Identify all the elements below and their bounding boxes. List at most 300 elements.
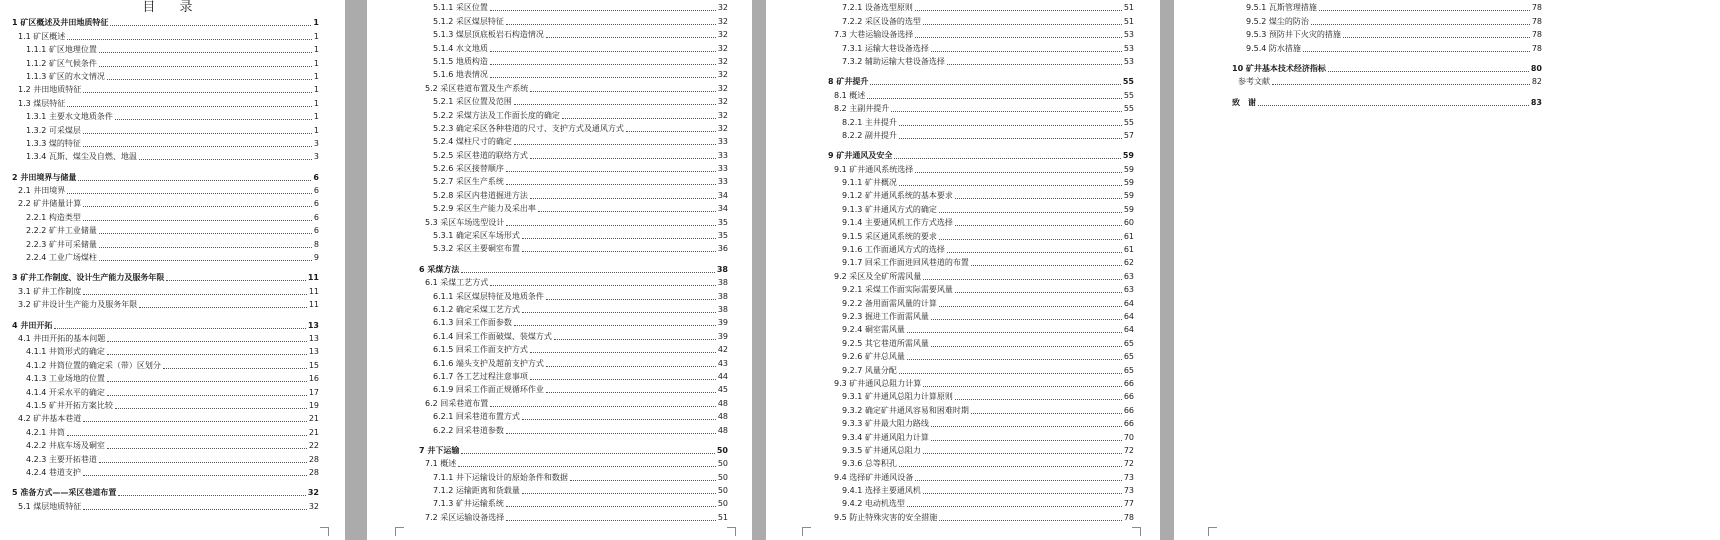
toc-page-number: 59	[1122, 151, 1134, 161]
toc-dot-leader	[915, 479, 1122, 481]
toc-page-number: 59	[1123, 204, 1134, 214]
toc-entry[interactable]	[828, 255, 1134, 268]
toc-entry[interactable]	[828, 335, 1134, 348]
toc-entry[interactable]	[12, 69, 319, 82]
toc-dot-leader	[931, 439, 1122, 441]
toc-page-number: 78	[1531, 16, 1542, 26]
toc-page-number: 32	[717, 83, 728, 93]
document-page[interactable]	[1174, 0, 1720, 540]
toc-entry-title: 9.4.2 电动机选型	[842, 499, 905, 509]
toc-page-number: 44	[717, 371, 728, 381]
toc-entry[interactable]	[828, 295, 1134, 308]
toc-page-number: 1	[313, 18, 319, 28]
toc-entry[interactable]	[828, 188, 1134, 201]
toc-entry[interactable]	[12, 297, 319, 310]
toc-page-number: 65	[1123, 365, 1134, 375]
toc-page-number: 28	[308, 454, 319, 464]
toc-page-number: 9	[313, 253, 319, 263]
toc-entry-title: 5.2.1 采区位置及范围	[433, 97, 512, 107]
toc-dot-leader	[931, 50, 1122, 52]
toc-dot-leader	[99, 259, 312, 261]
toc-dot-leader	[67, 434, 307, 436]
toc-page-number: 39	[717, 318, 728, 328]
toc-entry[interactable]	[419, 328, 728, 341]
toc-entry[interactable]	[419, 382, 728, 395]
toc-entry-title: 7.2.1 设备选型原则	[842, 3, 913, 13]
toc-entry[interactable]	[12, 109, 319, 122]
toc-dot-leader	[490, 76, 716, 78]
toc-entry[interactable]	[828, 54, 1134, 67]
toc-entry[interactable]	[828, 322, 1134, 335]
toc-entry-title: 5.2.7 采区生产系统	[433, 177, 504, 187]
toc-dot-leader	[955, 398, 1122, 400]
toc-page-number: 34	[717, 204, 728, 214]
toc-dot-leader	[923, 385, 1122, 387]
toc-entry[interactable]	[419, 13, 728, 26]
toc-entry-title: 9.5 防止特殊灾害的安全措施	[834, 512, 938, 522]
toc-entry[interactable]	[828, 74, 1134, 87]
document-page[interactable]	[0, 0, 345, 540]
toc-page-number: 32	[717, 30, 728, 40]
toc-entry[interactable]	[828, 349, 1134, 362]
toc-entry[interactable]	[828, 509, 1134, 522]
toc-entry[interactable]	[1232, 61, 1542, 74]
document-page[interactable]	[766, 0, 1160, 540]
toc-entry-title: 7.2 采区运输设备选择	[425, 512, 505, 522]
toc-entry-title: 4 井田开拓	[12, 320, 53, 330]
toc-entry[interactable]	[828, 114, 1134, 127]
toc-dot-leader	[955, 224, 1122, 226]
toc-page-number: 63	[1123, 285, 1134, 295]
toc-entry-title: 9.1.7 回采工作面进回风巷道的布置	[842, 258, 969, 268]
toc-entry-title: 5.2.2 采煤方法及工作面长度的确定	[433, 110, 560, 120]
toc-entry-title: 8 矿井提升	[828, 77, 869, 87]
toc-entry-title: 8.2.1 主井提升	[842, 117, 897, 127]
toc-entry-title: 2 井田境界与储量	[12, 172, 77, 182]
toc-entry[interactable]	[1232, 27, 1542, 40]
toc-dot-leader	[570, 479, 716, 481]
toc-entry[interactable]	[419, 443, 728, 456]
toc-entry[interactable]	[828, 443, 1134, 456]
toc-page-number: 73	[1123, 486, 1134, 496]
toc-entry[interactable]	[419, 241, 728, 254]
toc-dot-leader	[530, 378, 716, 380]
toc-page-number: 73	[1123, 472, 1134, 482]
toc-entry[interactable]	[12, 451, 319, 464]
toc-entry-title: 9.1.6 工作面通风方式的选择	[842, 245, 945, 255]
toc-entry[interactable]	[828, 215, 1134, 228]
toc-page-number: 1	[313, 85, 319, 95]
toc-entry[interactable]	[12, 283, 319, 296]
toc-entry[interactable]	[12, 344, 319, 357]
toc-entry-title: 6.1 采煤工艺方式	[425, 278, 489, 288]
toc-entry[interactable]	[12, 317, 319, 330]
toc-entry[interactable]	[828, 416, 1134, 429]
toc-page-number: 66	[1123, 405, 1134, 415]
toc-dot-leader	[490, 50, 716, 52]
toc-entry[interactable]	[419, 483, 728, 496]
toc-entry-title: 9.5.2 煤尘的防治	[1246, 16, 1309, 26]
toc-dot-leader	[971, 264, 1122, 266]
toc-dot-leader	[514, 324, 716, 326]
toc-entry[interactable]	[12, 82, 319, 95]
toc-entry[interactable]	[828, 496, 1134, 509]
toc-entry[interactable]	[828, 101, 1134, 114]
toc-entry[interactable]	[12, 384, 319, 397]
toc-entry-title: 4.2.2 井底车场及硐室	[26, 441, 105, 451]
toc-entry[interactable]	[828, 87, 1134, 100]
toc-entry[interactable]	[828, 13, 1134, 26]
toc-page-number: 61	[1123, 245, 1134, 255]
toc-page-number: 1	[313, 125, 319, 135]
toc-dot-leader	[163, 367, 307, 369]
toc-page-number: 16	[308, 374, 319, 384]
toc-page-number: 80	[1530, 63, 1542, 73]
toc-page-number: 61	[1123, 231, 1134, 241]
toc-entry[interactable]	[12, 169, 319, 182]
toc-entry[interactable]	[828, 268, 1134, 281]
toc-dot-leader	[107, 380, 307, 382]
toc-entry-title: 5.2.4 煤柱尺寸的确定	[433, 137, 512, 147]
toc-entry[interactable]	[419, 147, 728, 160]
toc-list	[419, 0, 728, 523]
toc-entry[interactable]	[12, 498, 319, 511]
toc-entry-title: 9.3.3 矿井最大阻力路线	[842, 419, 929, 429]
toc-entry[interactable]	[12, 411, 319, 424]
toc-entry[interactable]	[419, 315, 728, 328]
toc-entry-title: 6.1.5 回采工作面支护方式	[433, 345, 528, 355]
toc-entry[interactable]	[828, 376, 1134, 389]
toc-dot-leader	[107, 78, 312, 80]
toc-entry[interactable]	[419, 161, 728, 174]
page-corner-mark	[320, 527, 329, 536]
page-corner-mark	[727, 527, 736, 536]
toc-dot-leader	[546, 298, 716, 300]
toc-dot-leader	[506, 23, 716, 25]
toc-dot-leader	[907, 331, 1122, 333]
toc-entry-title: 1.3.4 瓦斯、煤尘及自燃、地温	[26, 152, 137, 162]
toc-entry-title: 6.1.9 回采工作面正规循环作业	[433, 385, 544, 395]
toc-entry[interactable]	[419, 187, 728, 200]
toc-dot-leader	[947, 251, 1122, 253]
toc-entry[interactable]	[1232, 40, 1542, 53]
toc-dot-leader	[899, 184, 1122, 186]
toc-entry[interactable]	[419, 469, 728, 482]
toc-page-number: 53	[1123, 56, 1134, 66]
toc-entry[interactable]	[419, 355, 728, 368]
toc-dot-leader	[907, 358, 1122, 360]
toc-entry[interactable]	[12, 331, 319, 344]
toc-entry[interactable]	[419, 288, 728, 301]
toc-page-number: 32	[717, 110, 728, 120]
toc-page-number: 28	[308, 467, 319, 477]
page-gutter	[1160, 0, 1174, 540]
toc-entry-title: 1.3 煤层特征	[18, 98, 66, 108]
toc-page-number: 50	[717, 486, 728, 496]
toc-entry[interactable]	[419, 409, 728, 422]
toc-dot-leader	[1303, 50, 1530, 52]
toc-page-number: 53	[1123, 30, 1134, 40]
toc-page-number: 6	[313, 212, 319, 222]
toc-page-number: 63	[1123, 271, 1134, 281]
toc-entry-title: 2.2.1 构造类型	[26, 212, 81, 222]
toc-dot-leader	[955, 291, 1122, 293]
toc-entry-title: 4.1.4 开采水平的确定	[26, 387, 105, 397]
toc-dot-leader	[506, 505, 716, 507]
toc-entry[interactable]	[419, 228, 728, 241]
toc-entry[interactable]	[12, 149, 319, 162]
toc-page-number: 36	[717, 244, 728, 254]
toc-entry[interactable]	[828, 389, 1134, 402]
toc-entry[interactable]	[828, 161, 1134, 174]
toc-page-number: 35	[717, 231, 728, 241]
toc-entry[interactable]	[828, 40, 1134, 53]
toc-dot-leader	[899, 124, 1122, 126]
toc-page-number: 22	[308, 441, 319, 451]
toc-page-number: 1	[313, 98, 319, 108]
toc-dot-leader	[546, 36, 716, 38]
toc-page-number: 6	[313, 172, 319, 182]
toc-entry-title: 5.2.9 采区生产能力及采出率	[433, 204, 536, 214]
toc-entry[interactable]	[828, 27, 1134, 40]
toc-entry-title: 5.2.3 确定采区各种巷道的尺寸、支护方式及通风方式	[433, 123, 624, 133]
toc-entry-title: 4.1.1 井筒形式的确定	[26, 347, 105, 357]
toc-dot-leader	[461, 452, 715, 454]
toc-entry-title: 4.1.5 矿井开拓方案比较	[26, 400, 113, 410]
toc-dot-leader	[923, 492, 1122, 494]
toc-dot-leader	[506, 519, 716, 521]
toc-dot-leader	[522, 311, 716, 313]
toc-entry[interactable]	[828, 228, 1134, 241]
toc-dot-leader	[530, 197, 716, 199]
toc-dot-leader	[915, 36, 1122, 38]
toc-dot-leader	[971, 412, 1122, 414]
toc-dot-leader	[83, 145, 312, 147]
toc-entry[interactable]	[419, 395, 728, 408]
toc-entry[interactable]	[1232, 0, 1542, 13]
toc-entry-title: 致 谢	[1232, 97, 1256, 107]
toc-dot-leader	[99, 51, 312, 53]
toc-entry[interactable]	[12, 209, 319, 222]
toc-entry[interactable]	[828, 201, 1134, 214]
toc-entry[interactable]	[1232, 74, 1542, 87]
toc-dot-leader	[461, 271, 715, 273]
toc-entry[interactable]	[828, 429, 1134, 442]
toc-entry[interactable]	[12, 42, 319, 55]
toc-entry[interactable]	[419, 67, 728, 80]
toc-entry-title: 5.3.2 采区主要硐室布置	[433, 244, 520, 254]
toc-entry[interactable]	[419, 40, 728, 53]
toc-dot-leader	[867, 97, 1122, 99]
toc-dot-leader	[490, 405, 716, 407]
toc-entry[interactable]	[419, 201, 728, 214]
toc-dot-leader	[107, 353, 307, 355]
toc-dot-leader	[67, 105, 312, 107]
toc-page-number: 55	[1123, 90, 1134, 100]
toc-page-number: 32	[717, 97, 728, 107]
toc-entry-title: 7.3.1 运输大巷设备选择	[842, 43, 929, 53]
toc-entry[interactable]	[12, 223, 319, 236]
toc-entry-title: 9.3.5 矿井通风总阻力	[842, 445, 921, 455]
toc-entry-title: 7.1.3 矿井运输系统	[433, 499, 504, 509]
document-page[interactable]	[367, 0, 752, 540]
toc-dot-leader	[115, 407, 307, 409]
toc-entry[interactable]	[12, 236, 319, 249]
toc-entry-title: 1 矿区概述及井田地质特征	[12, 18, 109, 28]
toc-entry-title: 1.2 井田地质特征	[18, 85, 82, 95]
toc-dot-leader	[538, 210, 716, 212]
toc-entry[interactable]	[828, 456, 1134, 469]
toc-entry[interactable]	[419, 134, 728, 147]
toc-entry[interactable]	[12, 485, 319, 498]
toc-dot-leader	[931, 345, 1122, 347]
toc-entry[interactable]	[828, 362, 1134, 375]
toc-entry[interactable]	[419, 174, 728, 187]
toc-dot-leader	[490, 9, 716, 11]
toc-entry[interactable]	[828, 469, 1134, 482]
toc-entry[interactable]	[828, 0, 1134, 13]
toc-dot-leader	[923, 278, 1122, 280]
toc-entry[interactable]	[12, 55, 319, 68]
toc-entry-title: 9.1 矿井通风系统选择	[834, 164, 914, 174]
toc-entry[interactable]	[419, 422, 728, 435]
toc-dot-leader	[115, 118, 312, 120]
toc-entry[interactable]	[1232, 94, 1542, 107]
toc-entry-title: 9.3.4 矿井通风阻力计算	[842, 432, 929, 442]
toc-entry[interactable]	[419, 509, 728, 522]
toc-entry[interactable]	[828, 242, 1134, 255]
toc-entry[interactable]	[12, 183, 319, 196]
toc-entry[interactable]	[12, 28, 319, 41]
toc-entry[interactable]	[12, 122, 319, 135]
toc-dot-leader	[1272, 83, 1530, 85]
toc-entry[interactable]	[419, 275, 728, 288]
page-corner-mark	[802, 527, 811, 536]
toc-entry[interactable]	[12, 136, 319, 149]
toc-entry-title: 1.3.1 主要水文地质条件	[26, 112, 113, 122]
toc-entry-title: 9.2 采区及全矿所需风量	[834, 271, 922, 281]
toc-entry-title: 9.1.1 矿井概况	[842, 178, 897, 188]
toc-entry[interactable]	[419, 121, 728, 134]
toc-page-number: 3	[313, 152, 319, 162]
toc-entry[interactable]	[419, 496, 728, 509]
toc-entry-title: 2.2.3 矿井可采储量	[26, 239, 97, 249]
toc-entry[interactable]	[419, 94, 728, 107]
toc-dot-leader	[458, 465, 716, 467]
toc-entry[interactable]	[12, 250, 319, 263]
toc-entry[interactable]	[419, 261, 728, 274]
toc-entry[interactable]	[12, 465, 319, 478]
toc-entry[interactable]	[828, 309, 1134, 322]
toc-entry[interactable]	[828, 175, 1134, 188]
toc-dot-leader	[1343, 36, 1530, 38]
toc-page-number: 55	[1122, 77, 1134, 87]
toc-entry[interactable]	[12, 371, 319, 384]
toc-dot-leader	[506, 224, 716, 226]
toc-page-number: 66	[1123, 392, 1134, 402]
toc-entry[interactable]	[12, 357, 319, 370]
toc-dot-leader	[107, 447, 307, 449]
toc-entry-title: 1.1 矿区概述	[18, 31, 66, 41]
toc-entry[interactable]	[1232, 13, 1542, 26]
toc-page-number: 33	[717, 164, 728, 174]
toc-page-number: 1	[313, 71, 319, 81]
toc-entry[interactable]	[828, 282, 1134, 295]
toc-page-number: 62	[1123, 258, 1134, 268]
toc-page-number: 64	[1123, 298, 1134, 308]
toc-dot-leader	[83, 420, 307, 422]
toc-page-number: 19	[308, 400, 319, 410]
toc-entry[interactable]	[12, 196, 319, 209]
toc-entry-title: 9.2.5 其它巷道所需风量	[842, 338, 929, 348]
toc-entry[interactable]	[419, 342, 728, 355]
toc-entry-title: 6.1.1 采区煤层特征及地质条件	[433, 291, 544, 301]
toc-entry[interactable]	[419, 107, 728, 120]
toc-entry-title: 6.1.6 端头支护及超前支护方式	[433, 358, 544, 368]
toc-dot-leader	[546, 365, 716, 367]
toc-dot-leader	[490, 284, 716, 286]
toc-page-number: 8	[313, 239, 319, 249]
toc-dot-leader	[139, 158, 312, 160]
toc-entry-title: 7.3.2 辅助运输大巷设备选择	[842, 56, 945, 66]
toc-dot-leader	[894, 157, 1121, 159]
toc-entry[interactable]	[419, 0, 728, 13]
toc-entry-title: 9.2.6 矿井总风量	[842, 352, 905, 362]
toc-entry[interactable]	[828, 128, 1134, 141]
toc-entry[interactable]	[828, 148, 1134, 161]
page-gutter	[752, 0, 766, 540]
toc-entry[interactable]	[828, 483, 1134, 496]
toc-entry[interactable]	[419, 302, 728, 315]
toc-page-number: 83	[1530, 97, 1542, 107]
toc-page-number: 1	[313, 45, 319, 55]
toc-page-number: 13	[308, 333, 319, 343]
toc-entry[interactable]	[419, 369, 728, 382]
toc-entry-title: 6.1.3 回采工作面参数	[433, 318, 512, 328]
toc-entry[interactable]	[419, 80, 728, 93]
toc-entry[interactable]	[12, 270, 319, 283]
toc-page-number: 38	[717, 278, 728, 288]
toc-entry[interactable]	[419, 214, 728, 227]
toc-entry[interactable]	[12, 424, 319, 437]
toc-entry-title: 9.3.2 确定矿井通风容易和困难时期	[842, 405, 969, 415]
toc-dot-leader	[923, 452, 1122, 454]
toc-list	[1232, 0, 1542, 108]
toc-entry[interactable]	[12, 398, 319, 411]
toc-page-number: 6	[313, 186, 319, 196]
toc-entry[interactable]	[419, 456, 728, 469]
toc-dot-leader	[530, 90, 716, 92]
toc-entry[interactable]	[12, 438, 319, 451]
toc-entry[interactable]	[419, 27, 728, 40]
toc-dot-leader	[939, 238, 1122, 240]
toc-entry-title: 9.4.1 选择主要通风机	[842, 486, 921, 496]
toc-dot-leader	[522, 250, 716, 252]
toc-dot-leader	[939, 305, 1122, 307]
toc-entry[interactable]	[828, 402, 1134, 415]
toc-dot-leader	[1328, 70, 1529, 72]
toc-entry[interactable]	[12, 15, 319, 28]
toc-page-number: 48	[717, 398, 728, 408]
toc-entry[interactable]	[419, 54, 728, 67]
toc-entry-title: 5.2 采区巷道布置及生产系统	[425, 83, 529, 93]
toc-entry[interactable]	[12, 95, 319, 108]
toc-dot-leader	[1319, 9, 1530, 11]
toc-page-number: 32	[717, 16, 728, 26]
toc-page-number: 59	[1123, 164, 1134, 174]
toc-dot-leader	[110, 24, 311, 26]
toc-page-number: 65	[1123, 352, 1134, 362]
